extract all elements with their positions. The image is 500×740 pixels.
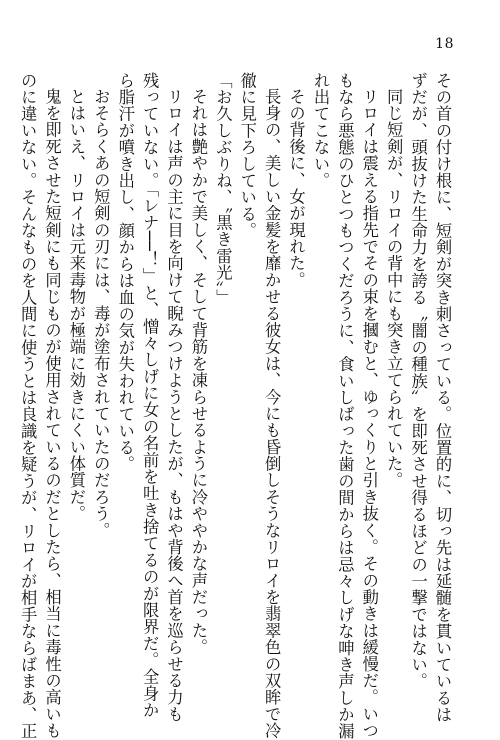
text-line: もなら悪態のひとつもつくだろうに、食いしばった歯の間からは忌々しげな呻き声しか漏 bbox=[335, 72, 355, 740]
text-line: 鬼を即死させた短剣にも同じものが使用されているのだとしたら、相当に毒性の高いも bbox=[42, 88, 62, 740]
text-line: 徹に見下ろしている。 bbox=[237, 72, 257, 239]
vertical-text-body bbox=[18, 72, 454, 740]
text-line: 長身の、美しい金髪を靡かせる彼女は、今にも昏倒しそうなリロイを翡翠色の双眸で冷 bbox=[262, 88, 282, 740]
text-line: その背後に、女が現れた。 bbox=[286, 88, 306, 289]
text-line: それは艶やかで美しく、そして背筋を凍らせるように冷ややかな声だった。 bbox=[188, 88, 208, 656]
text-line: その首の付け根に、短剣が突き刺さっている。位置的に、切っ先は延髄を貫いているは bbox=[433, 72, 452, 723]
text-line: のに違いない。そんなものを人間に使うとは良識を疑うが、リロイが相手ならばまあ、正 bbox=[18, 72, 38, 740]
text-line: とはいえ、リロイは元来毒物が極端に効きにくい体質だ。 bbox=[66, 88, 86, 523]
text-line: ずだが、頭抜けた生命力を誇る〝闇の種族〟を即死させ得るほどの一撃ではない。 bbox=[408, 72, 428, 690]
text-line: リロイは声の主に目を向けて睨みつけようとしたが、もはや背後へ首を巡らせる力も bbox=[164, 88, 184, 723]
text-line: おそらくあの短剣の刃には、毒が塗布されていたのだろう。 bbox=[91, 88, 111, 539]
text-line: 「お久しぶりね、〝黒き雷光〟」 bbox=[213, 72, 233, 307]
page-number: 18 bbox=[435, 36, 454, 52]
text-line: れ出てこない。 bbox=[310, 72, 330, 189]
text-line: リロイは震える指先でその束を摑むと、ゆっくりと引き抜く。その動きは緩慢だ。いつ bbox=[359, 88, 379, 740]
text-line: ら脂汗が噴き出し、顔からは血の気が失われている。 bbox=[115, 72, 135, 473]
text-line: 残っていない。「レナ──！」と、憎々しげに女の名前を吐き捨てるのが限界だ。全身か bbox=[140, 72, 160, 719]
text-line: 同じ短剣が、リロイの背中にも突き立てられていた。 bbox=[384, 88, 404, 489]
